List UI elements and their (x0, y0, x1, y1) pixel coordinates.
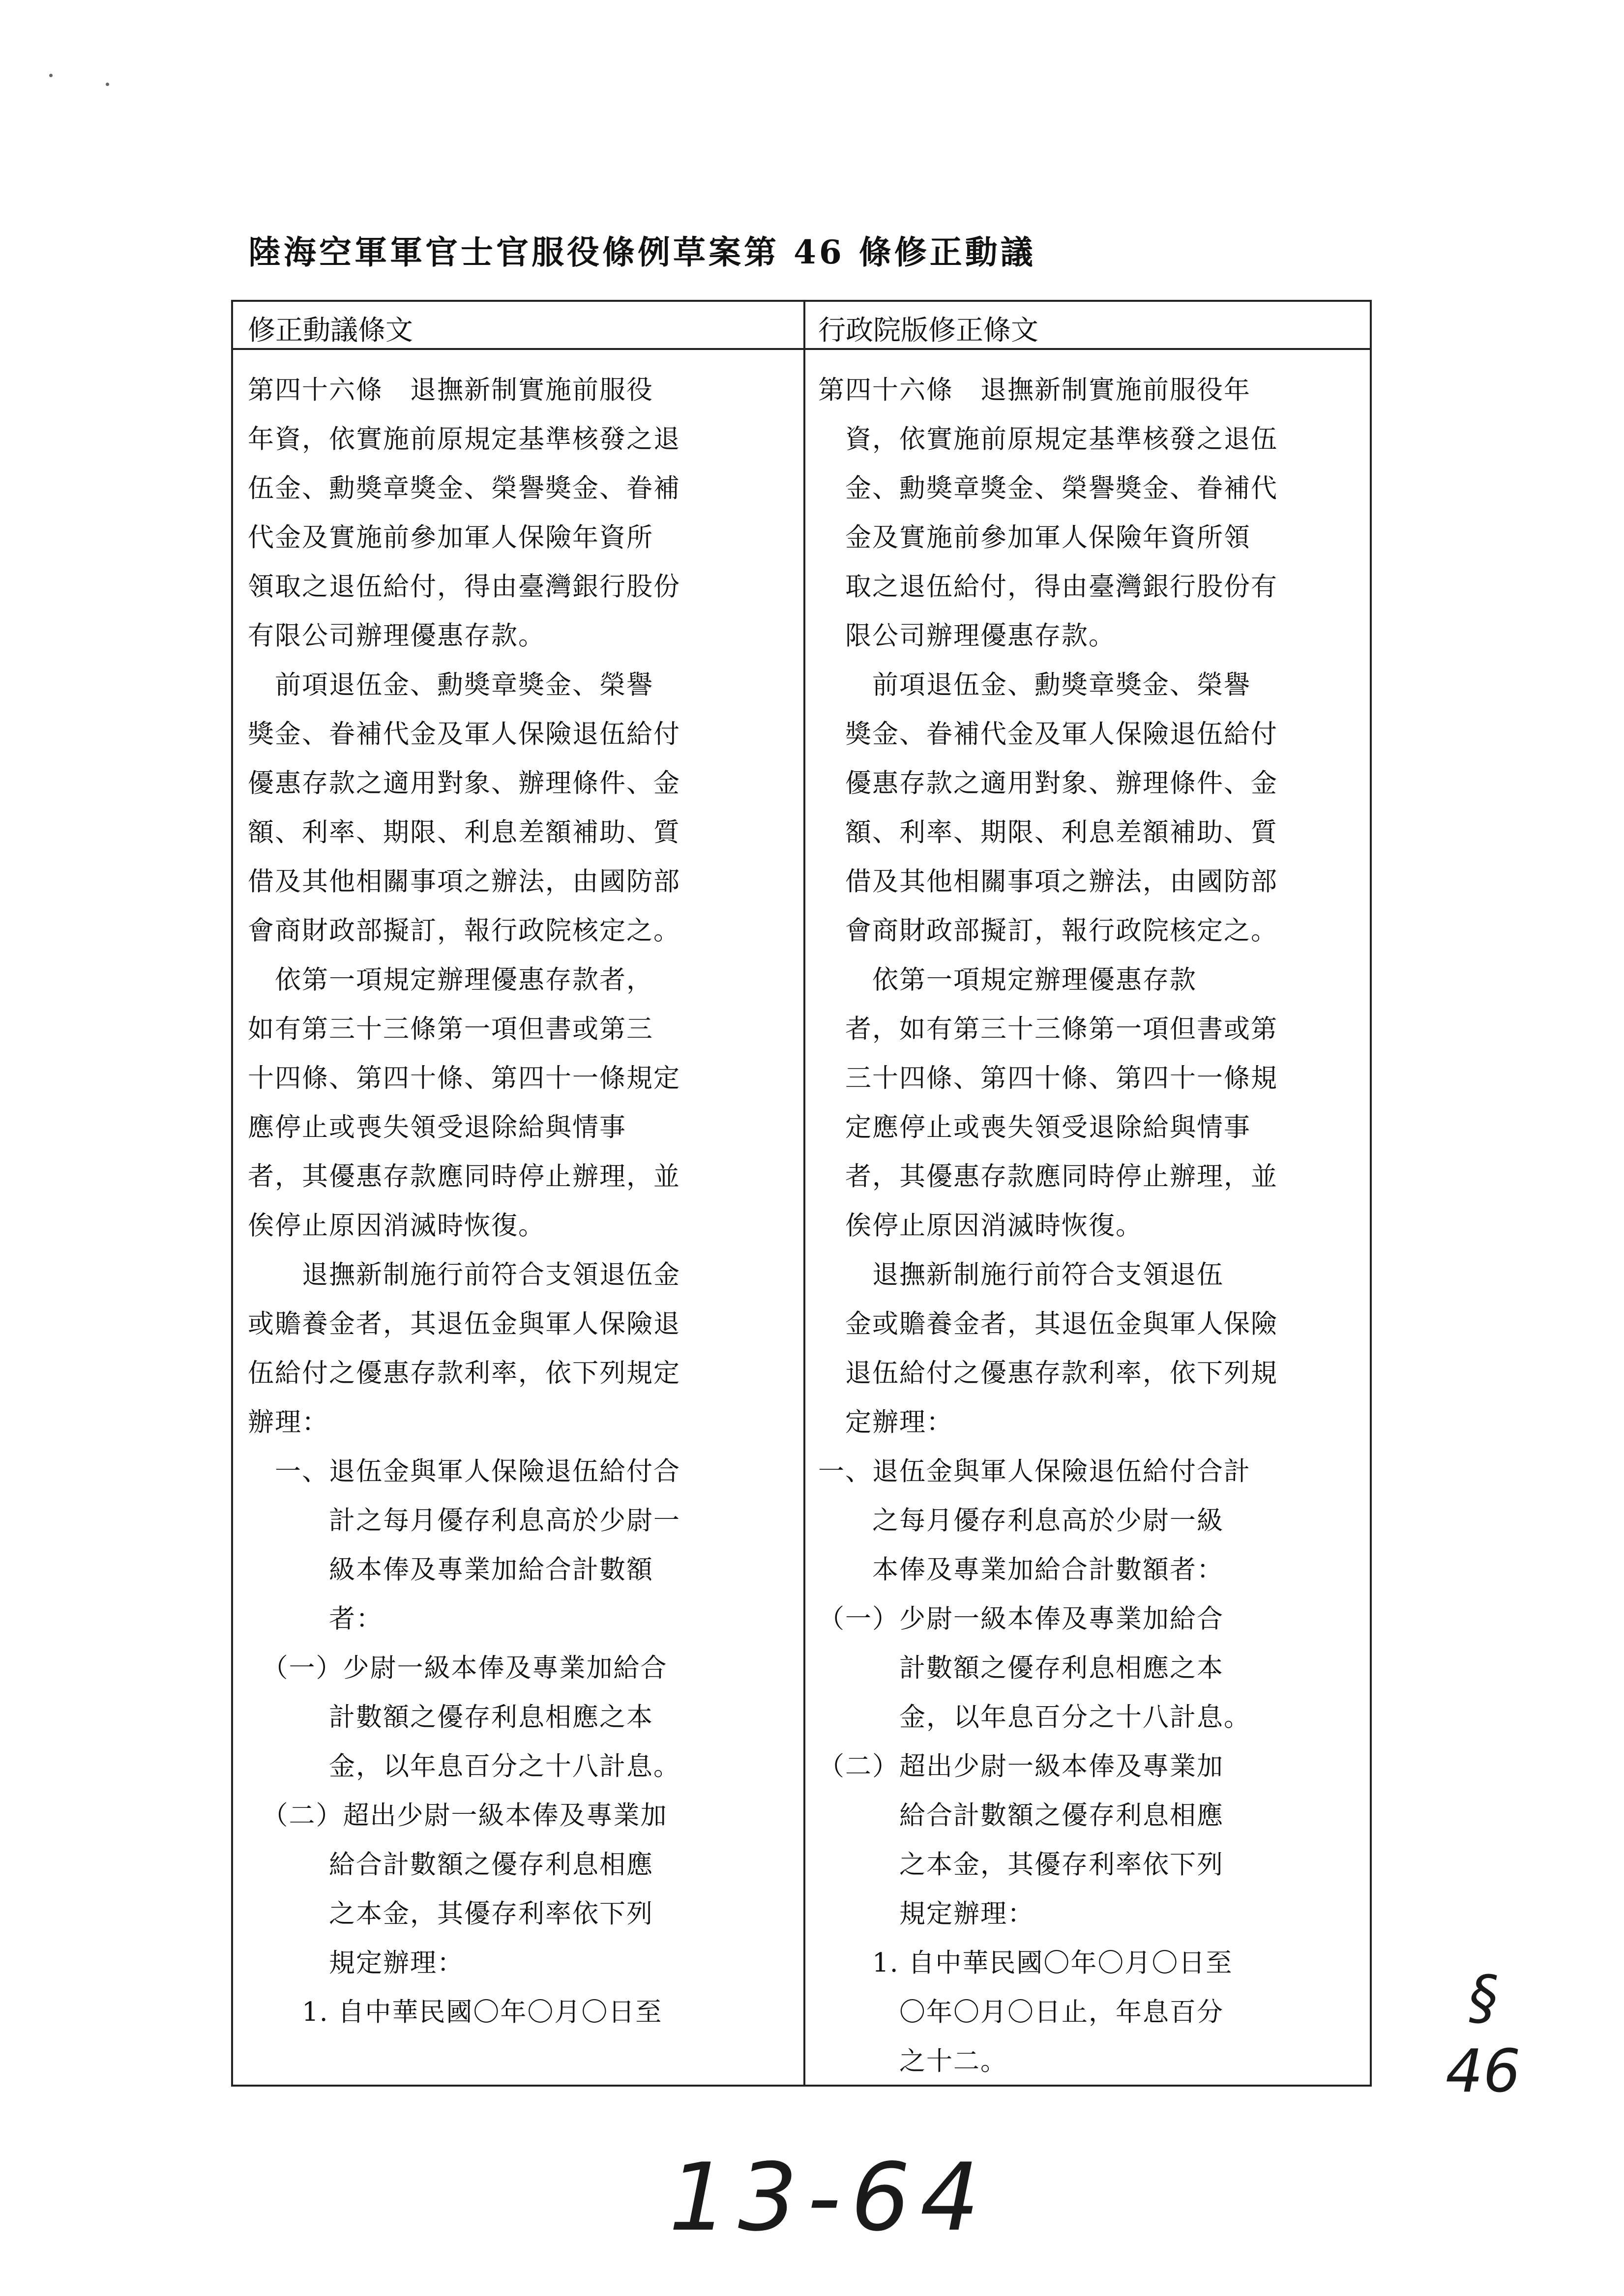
text-line: 金，以年息百分之十八計息。 (818, 1702, 1251, 1732)
text-line: 會商財政部擬訂，報行政院核定之。 (248, 916, 680, 946)
header-amendment-motion: 修正動議條文 (248, 315, 413, 347)
text-line: （二）超出少尉一級本俸及專業加 (818, 1751, 1224, 1781)
text-line: 計之每月優存利息高於少尉一 (248, 1506, 680, 1536)
text-line: 之本金，其優存利率依下列 (818, 1850, 1224, 1880)
text-line: 如有第三十三條第一項但書或第三 (248, 1014, 653, 1044)
scan-speck (106, 83, 109, 86)
text-line: 之十二。 (818, 2046, 1007, 2076)
text-line: 金、勳獎章獎金、榮譽獎金、眷補代 (818, 473, 1278, 503)
text-line: 額、利率、期限、利息差額補助、質 (248, 817, 680, 847)
text-line: 依第一項規定辦理優惠存款 (818, 965, 1197, 995)
comparison-table (231, 300, 1372, 2087)
text-line: 辦理： (248, 1407, 329, 1437)
text-line: 獎金、眷補代金及軍人保險退伍給付 (248, 719, 680, 749)
text-line: 給合計數額之優存利息相應 (248, 1850, 653, 1880)
text-line: 級本俸及專業加給合計數額 (248, 1555, 653, 1585)
text-line: 之本金，其優存利率依下列 (248, 1899, 653, 1929)
text-line: 退伍給付之優惠存款利率，依下列規 (818, 1358, 1278, 1388)
text-line: 給合計數額之優存利息相應 (818, 1801, 1224, 1831)
text-line: 獎金、眷補代金及軍人保險退伍給付 (818, 719, 1278, 749)
scan-speck (49, 74, 53, 77)
text-line: 定應停止或喪失領受退除給與情事 (818, 1112, 1251, 1142)
text-line: 金，以年息百分之十八計息。 (248, 1751, 680, 1781)
text-line: 年資，依實施前原規定基準核發之退 (248, 424, 680, 454)
text-line: 計數額之優存利息相應之本 (248, 1702, 653, 1732)
column-divider (803, 302, 805, 2085)
text-line: 規定辦理： (248, 1948, 464, 1978)
text-line: （二）超出少尉一級本俸及專業加 (248, 1801, 668, 1831)
text-line: 定辦理： (818, 1407, 953, 1437)
text-line: 之每月優存利息高於少尉一級 (818, 1506, 1224, 1536)
text-line: 代金及實施前參加軍人保險年資所 (248, 523, 653, 552)
text-line: 規定辦理： (818, 1899, 1034, 1929)
text-line: 優惠存款之適用對象、辦理條件、金 (248, 768, 680, 798)
text-line: 前項退伍金、勳獎章獎金、榮譽 (818, 670, 1251, 700)
text-line: 伍金、勳獎章獎金、榮譽獎金、眷補 (248, 473, 680, 503)
text-line: 1. 自中華民國〇年〇月〇日至 (818, 1948, 1233, 1978)
text-line: 退撫新制施行前符合支領退伍 (818, 1260, 1224, 1290)
text-line: 金及實施前參加軍人保險年資所領 (818, 523, 1251, 552)
text-line: 依第一項規定辦理優惠存款者， (248, 965, 653, 995)
text-line: 或贍養金者，其退伍金與軍人保險退 (248, 1309, 680, 1339)
text-line: 取之退伍給付，得由臺灣銀行股份有 (818, 572, 1278, 602)
text-line: 一、退伍金與軍人保險退伍給付合計 (818, 1456, 1251, 1486)
text-line: 三十四條、第四十條、第四十一條規 (818, 1063, 1278, 1093)
header-executive-yuan-version: 行政院版修正條文 (818, 315, 1038, 347)
handwritten-margin-note: § 46 (1446, 1964, 1521, 2106)
text-line: 優惠存款之適用對象、辦理條件、金 (818, 768, 1278, 798)
text-line: 借及其他相關事項之辦法，由國防部 (818, 867, 1278, 897)
text-line: 者，其優惠存款應同時停止辦理，並 (248, 1162, 680, 1192)
text-line: 俟停止原因消滅時恢復。 (818, 1211, 1143, 1241)
text-line: 會商財政部擬訂，報行政院核定之。 (818, 916, 1278, 946)
text-line: 〇年〇月〇日止，年息百分 (818, 1997, 1224, 2027)
text-line: 前項退伍金、勳獎章獎金、榮譽 (248, 670, 653, 700)
text-line: 十四條、第四十條、第四十一條規定 (248, 1063, 680, 1093)
text-line: 者： (248, 1604, 383, 1634)
text-line: 1. 自中華民國〇年〇月〇日至 (248, 1997, 663, 2027)
text-line: 第四十六條 退撫新制實施前服役 (248, 375, 653, 405)
text-line: 伍給付之優惠存款利率，依下列規定 (248, 1358, 680, 1388)
text-line: （一）少尉一級本俸及專業加給合 (248, 1653, 668, 1683)
text-line: 俟停止原因消滅時恢復。 (248, 1211, 545, 1241)
text-line: 有限公司辦理優惠存款。 (248, 621, 545, 651)
text-line: 者，其優惠存款應同時停止辦理，並 (818, 1162, 1278, 1192)
text-line: 借及其他相關事項之辦法，由國防部 (248, 867, 680, 897)
executive-yuan-text-column (818, 366, 1364, 2086)
text-line: 者，如有第三十三條第一項但書或第 (818, 1014, 1278, 1044)
text-line: 一、退伍金與軍人保險退伍給付合 (248, 1456, 680, 1486)
handwritten-page-number: 13-64 (669, 2143, 990, 2252)
text-line: 額、利率、期限、利息差額補助、質 (818, 817, 1278, 847)
text-line: 領取之退伍給付，得由臺灣銀行股份 (248, 572, 680, 602)
text-line: 第四十六條 退撫新制實施前服役年 (818, 375, 1251, 405)
text-line: 應停止或喪失領受退除給與情事 (248, 1112, 626, 1142)
amendment-motion-text-column (248, 366, 794, 2037)
text-line: 本俸及專業加給合計數額者： (818, 1555, 1224, 1585)
document-title: 陸海空軍軍官士官服役條例草案第 46 條修正動議 (248, 233, 1036, 271)
text-line: 金或贍養金者，其退伍金與軍人保險 (818, 1309, 1278, 1339)
text-line: （一）少尉一級本俸及專業加給合 (818, 1604, 1224, 1634)
table-header-row (233, 302, 1370, 350)
text-line: 限公司辦理優惠存款。 (818, 621, 1116, 651)
text-line: 退撫新制施行前符合支領退伍金 (248, 1260, 680, 1290)
text-line: 計數額之優存利息相應之本 (818, 1653, 1224, 1683)
text-line: 資，依實施前原規定基準核發之退伍 (818, 424, 1278, 454)
